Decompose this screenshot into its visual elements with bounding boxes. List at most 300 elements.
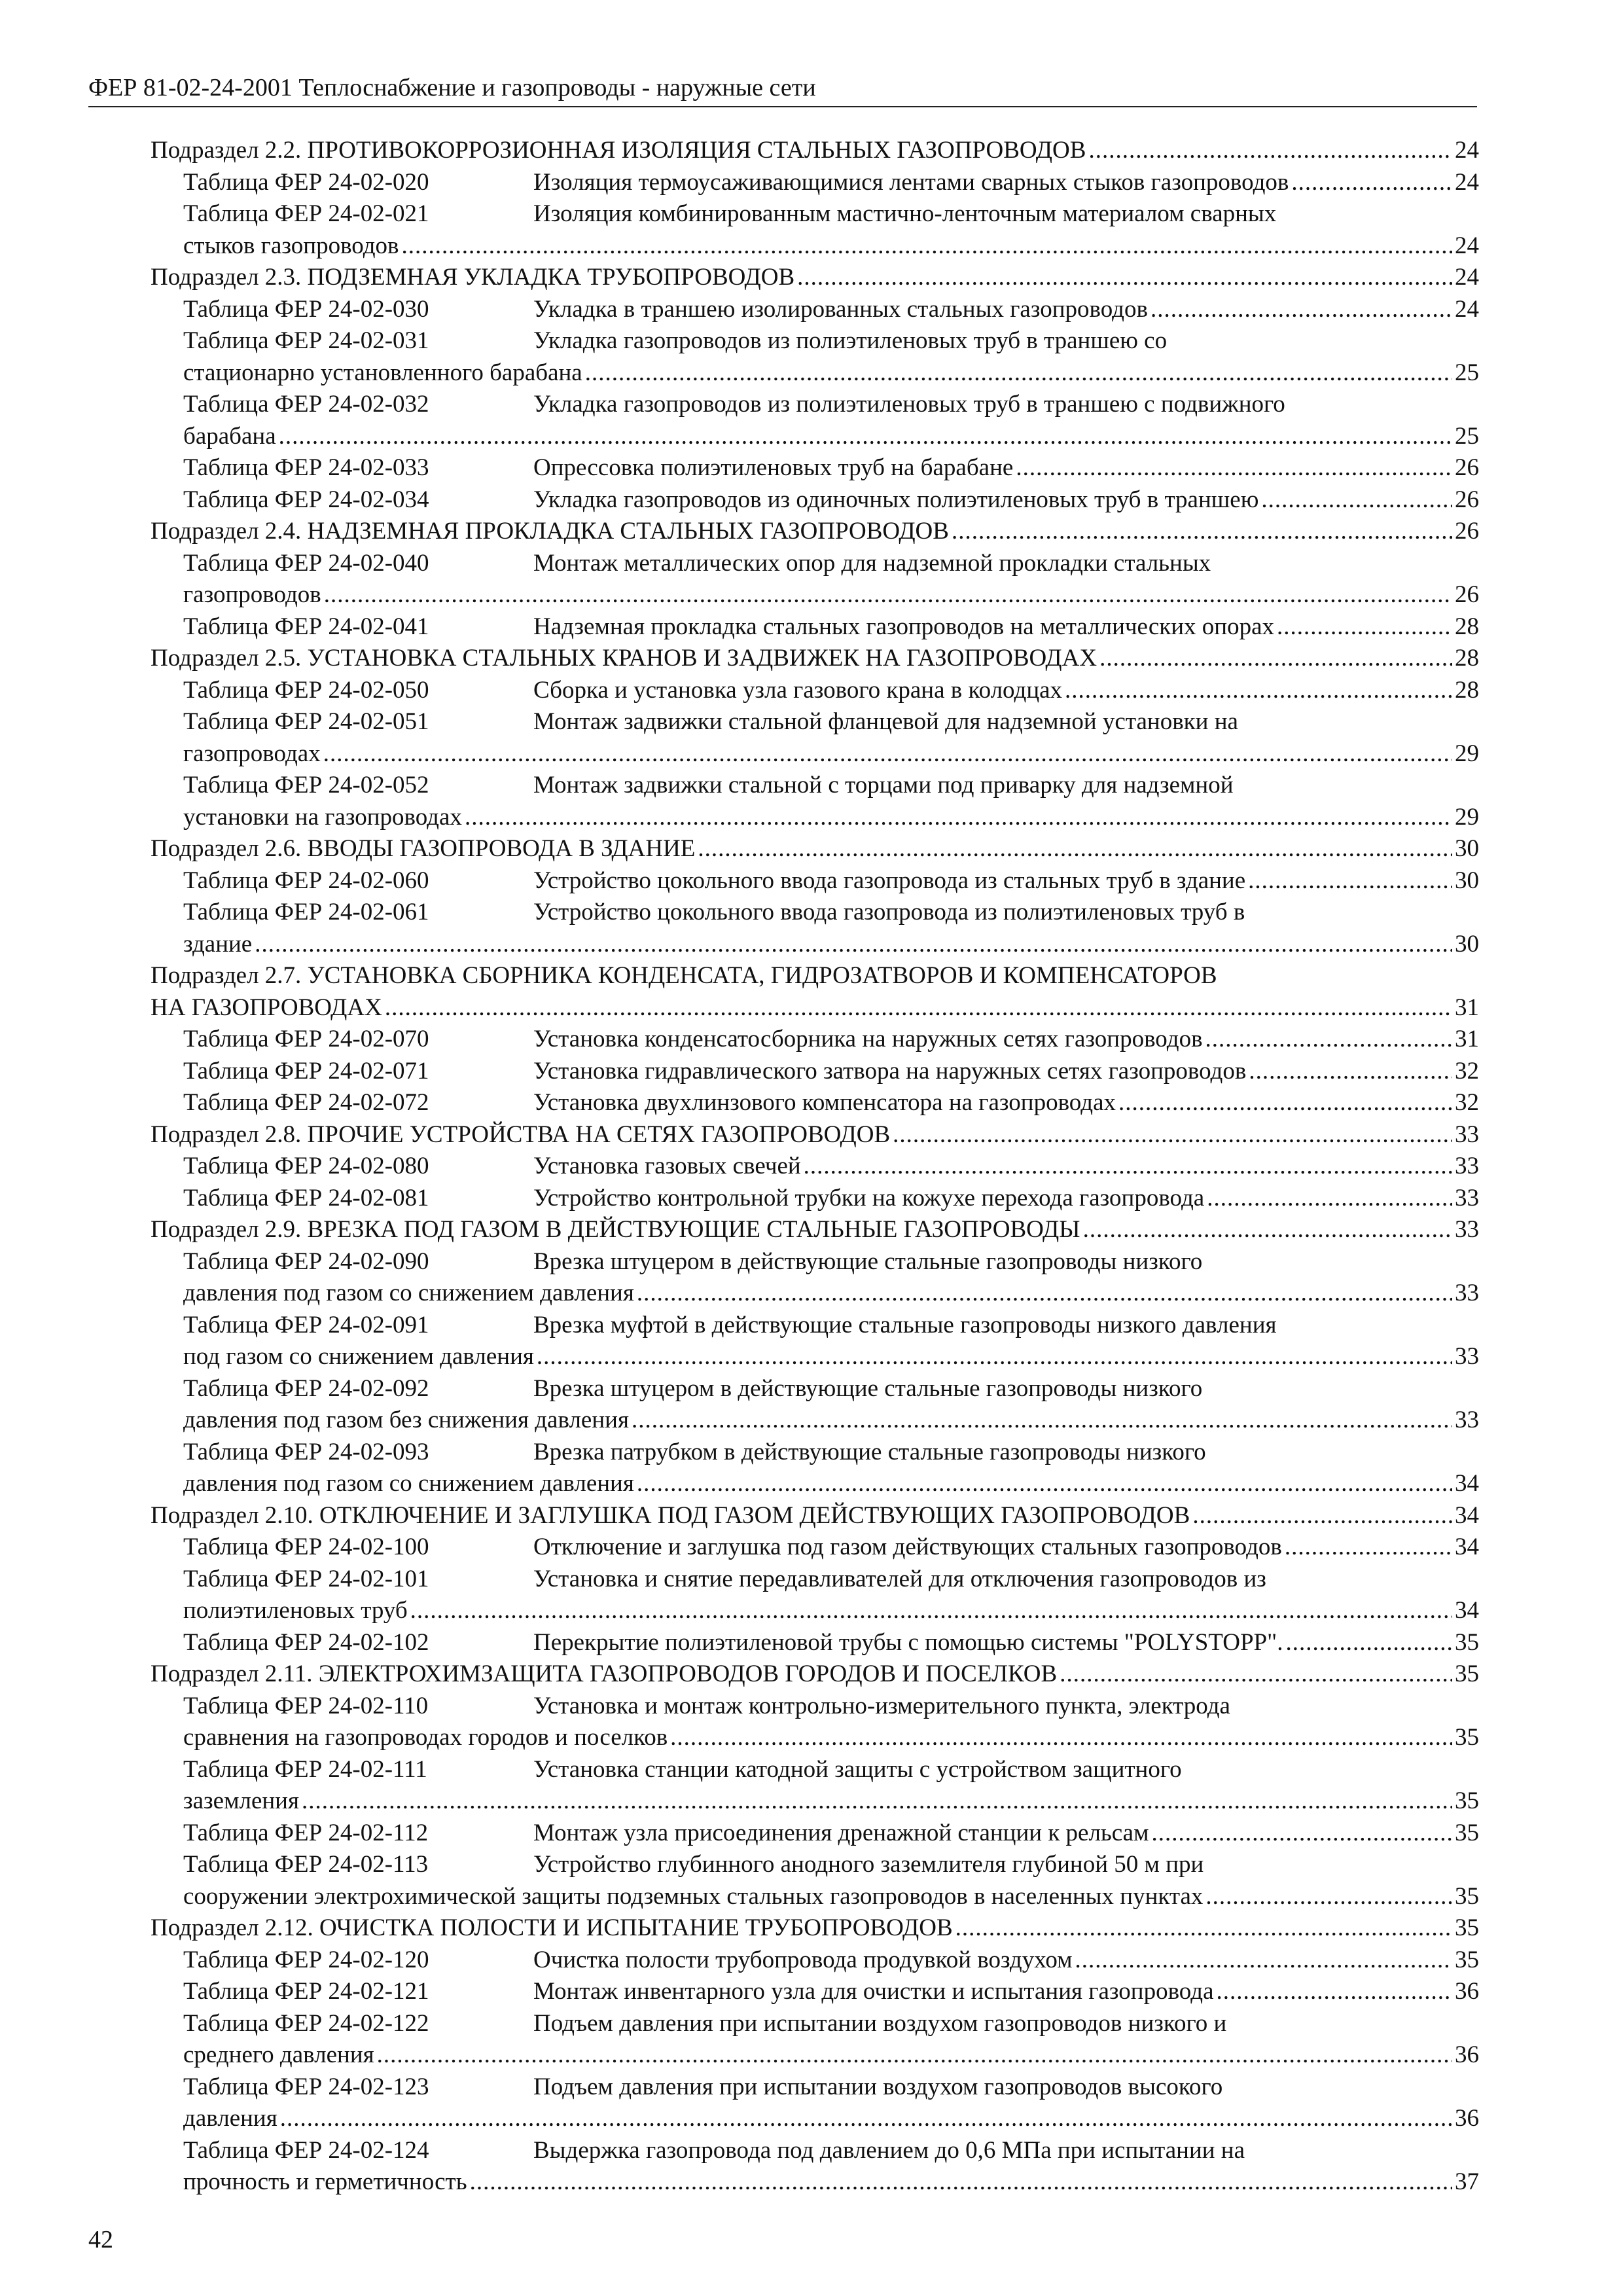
entry-title: Врезка муфтой в действующие стальные газопроводы низкого давления [533, 1311, 1277, 1338]
entry-title: Сборка и установка узла газового крана в колодцах [533, 676, 1063, 704]
toc-entry-text [183, 391, 1285, 418]
toc-entry-text [183, 421, 276, 453]
toc-entry-text [183, 1183, 1204, 1215]
toc-table-entry [151, 1945, 1479, 1977]
page-ref: 32 [1455, 1057, 1479, 1085]
table-code: Таблица ФЕР 24-02-101 [183, 1565, 429, 1592]
page-ref: 37 [1455, 2168, 1479, 2195]
page-ref: 24 [1455, 295, 1479, 323]
dot-leader [302, 1785, 1452, 1818]
toc-table-entry [151, 389, 1479, 421]
toc-table-entry [151, 1246, 1479, 1278]
entry-title: Укладка в траншею изолированных стальных газопроводов [533, 295, 1148, 323]
page-ref: 35 [1455, 1882, 1479, 1910]
toc-entry-text [183, 1818, 1149, 1850]
toc-entry-text [183, 327, 1167, 354]
page-ref: 33 [1455, 1216, 1479, 1243]
page-ref: 34 [1455, 1534, 1479, 1560]
toc-entry-text [183, 1375, 1202, 1402]
toc-table-entry [151, 1532, 1479, 1564]
dot-leader [1099, 643, 1452, 675]
dot-leader [377, 2039, 1452, 2072]
entry-title: Врезка патрубком в действующие стальные газопроводы низкого [533, 1438, 1206, 1465]
toc-entry-text [151, 516, 949, 548]
toc-entry-text [183, 167, 1289, 199]
running-header [88, 72, 1477, 107]
table-code: Таблица ФЕР 24-02-120 [183, 1946, 429, 1973]
dot-leader [410, 1595, 1452, 1627]
table-of-contents [151, 135, 1479, 2198]
entry-title: Подраздел 2.9. ВРЕЗКА ПОД ГАЗОМ В ДЕЙСТВУЮЩИЕ СТАЛЬНЫЕ ГАЗОПРОВОДЫ [151, 1216, 1080, 1243]
toc-entry-text [151, 1214, 1080, 1246]
page-ref: 35 [1455, 1628, 1479, 1656]
page-ref: 35 [1455, 1787, 1479, 1814]
dot-leader [637, 1278, 1452, 1310]
toc-entry-continuation [151, 738, 1479, 770]
entry-title: Монтаж металлических опор для надземной прокладки стальных [533, 549, 1211, 577]
toc-entry-text [183, 738, 321, 770]
toc-table-entry [151, 1024, 1479, 1056]
entry-title: Подраздел 2.11. ЭЛЕКТРОХИМЗАЩИТА ГАЗОПРОВОДОВ ГОРОДОВ И ПОСЕЛКОВ [151, 1660, 1058, 1687]
toc-entry-text [151, 643, 1097, 675]
entry-title: стыков газопроводов [183, 232, 399, 259]
table-code: Таблица ФЕР 24-02-031 [183, 327, 429, 354]
entry-title: Подъем давления при испытании воздухом газопроводов высокого [533, 2073, 1223, 2100]
toc-entry-text [183, 1566, 1266, 1592]
page-ref: 24 [1455, 232, 1479, 259]
toc-table-entry [151, 1310, 1479, 1342]
page-ref: 28 [1455, 613, 1479, 640]
toc-entry-text [183, 1722, 668, 1754]
table-code: Таблица ФЕР 24-02-113 [183, 1851, 429, 1878]
entry-title: Отключение и заглушка под газом действующих стальных газопроводов [533, 1534, 1282, 1560]
entry-title: Установка газовых свечей [533, 1153, 801, 1179]
toc-table-entry [151, 1627, 1479, 1659]
toc-entry-continuation [151, 2039, 1479, 2072]
table-code: Таблица ФЕР 24-02-020 [183, 168, 429, 196]
entry-title: Изоляция комбинированным мастично-ленточным материалом сварных [533, 200, 1277, 227]
toc-entry-text [151, 833, 695, 865]
entry-title: Надземная прокладка стальных газопроводов на металлических опорах [533, 613, 1275, 640]
dot-leader [1192, 1500, 1452, 1532]
dot-leader [1285, 1532, 1452, 1564]
toc-entry-text [183, 1756, 1182, 1783]
table-code: Таблица ФЕР 24-02-122 [183, 2009, 429, 2037]
entry-title: Подраздел 2.4. НАДЗЕМНАЯ ПРОКЛАДКА СТАЛЬНЫХ ГАЗОПРОВОДОВ [151, 518, 949, 545]
table-code: Таблица ФЕР 24-02-110 [183, 1692, 429, 1719]
toc-section-entry [151, 1119, 1479, 1151]
dot-leader [1118, 1087, 1452, 1119]
toc-entry-text [151, 262, 794, 294]
page-ref: 26 [1455, 486, 1479, 513]
toc-table-entry [151, 452, 1479, 484]
toc-table-entry [151, 484, 1479, 516]
page-ref: 29 [1455, 803, 1479, 831]
page-ref: 33 [1455, 1280, 1479, 1306]
dot-leader [585, 357, 1452, 389]
entry-title: полиэтиленовых труб [183, 1597, 408, 1624]
table-code: Таблица ФЕР 24-02-032 [183, 391, 429, 418]
dot-leader [537, 1341, 1452, 1373]
document-title: ФЕР 81-02-24-2001 Теплоснабжение и газопроводы - наружные сети [88, 74, 816, 101]
dot-leader [1065, 675, 1452, 707]
entry-title: сравнения на газопроводах городов и поселков [183, 1724, 668, 1751]
toc-entry-text [183, 484, 1258, 516]
page-ref: 31 [1455, 1026, 1479, 1052]
toc-entry-continuation [151, 357, 1479, 389]
page-ref: 34 [1455, 1470, 1479, 1497]
toc-entry-continuation [151, 929, 1479, 961]
dot-leader [255, 929, 1452, 961]
table-code: Таблица ФЕР 24-02-124 [183, 2136, 429, 2164]
toc-table-entry [151, 1818, 1479, 1850]
dot-leader [1285, 1627, 1452, 1659]
toc-table-entry [151, 1754, 1479, 1786]
toc-section-entry [151, 1912, 1479, 1945]
toc-entry-text [183, 611, 1274, 643]
dot-leader [1248, 865, 1452, 897]
dot-leader [1249, 1056, 1452, 1088]
toc-entry-text [151, 962, 1217, 989]
toc-entry-text [183, 1056, 1246, 1088]
page-ref: 35 [1455, 1819, 1479, 1846]
table-code: Таблица ФЕР 24-02-061 [183, 899, 429, 925]
toc-entry-text [151, 992, 382, 1024]
toc-entry-text [183, 1945, 1073, 1977]
toc-entry-text [183, 550, 1211, 577]
toc-section-entry [151, 992, 1479, 1024]
dot-leader [670, 1722, 1452, 1754]
table-code: Таблица ФЕР 24-02-091 [183, 1311, 429, 1338]
page-ref: 35 [1455, 1724, 1479, 1751]
toc-entry-text [183, 1087, 1116, 1119]
toc-table-entry [151, 167, 1479, 199]
toc-entry-text [183, 230, 399, 262]
toc-table-entry [151, 1691, 1479, 1723]
entry-title: Установка конденсатосборника на наружных сетях газопроводов [533, 1026, 1203, 1052]
toc-table-entry [151, 1087, 1479, 1119]
page-ref: 25 [1455, 359, 1479, 386]
entry-title: Установка двухлинзового компенсатора на газопроводах [533, 1089, 1116, 1116]
page-ref: 28 [1455, 645, 1479, 672]
dot-leader [470, 2166, 1452, 2198]
toc-entry-text [183, 929, 252, 961]
page-ref: 26 [1455, 518, 1479, 545]
table-code: Таблица ФЕР 24-02-070 [183, 1026, 429, 1052]
entry-title: Укладка газопроводов из одиночных полиэтиленовых труб в траншею [533, 486, 1259, 513]
toc-entry-text [183, 1627, 1283, 1659]
dot-leader [279, 421, 1452, 453]
toc-entry-text [183, 2039, 374, 2072]
toc-section-entry [151, 643, 1479, 675]
page-ref: 24 [1455, 168, 1479, 196]
page-number: 42 [88, 2226, 113, 2253]
page-ref: 31 [1455, 994, 1479, 1021]
toc-section-entry [151, 135, 1479, 167]
entry-title: Подраздел 2.8. ПРОЧИЕ УСТРОЙСТВА НА СЕТЯХ ГАЗОПРОВОДОВ [151, 1121, 891, 1148]
entry-title: Подраздел 2.6. ВВОДЫ ГАЗОПРОВОДА В ЗДАНИЕ [151, 835, 696, 862]
toc-entry-text [151, 135, 1086, 167]
page-ref: 35 [1455, 1660, 1479, 1687]
entry-title: газопроводов [183, 581, 321, 608]
table-code: Таблица ФЕР 24-02-033 [183, 454, 429, 481]
dot-leader [893, 1119, 1452, 1151]
table-code: Таблица ФЕР 24-02-123 [183, 2073, 429, 2100]
entry-title: Перекрытие полиэтиленовой трубы с помощью системы "POLYSTOPP". [533, 1628, 1283, 1656]
page-ref: 30 [1455, 835, 1479, 862]
toc-table-entry [151, 2135, 1479, 2167]
toc-entry-text [183, 1439, 1206, 1465]
entry-title: НА ГАЗОПРОВОДАХ [151, 994, 382, 1021]
toc-entry-text [183, 1785, 299, 1818]
page-ref: 28 [1455, 676, 1479, 704]
entry-title: под газом со снижением давления [183, 1343, 534, 1370]
toc-entry-continuation [151, 1468, 1479, 1500]
toc-entry-text [183, 1468, 634, 1500]
toc-table-entry [151, 1183, 1479, 1215]
dot-leader [1150, 294, 1452, 326]
entry-title: Очистка полости трубопровода продувкой воздухом [533, 1946, 1073, 1973]
entry-title: Устройство глубинного анодного заземлителя глубиной 50 м при [533, 1851, 1204, 1878]
page-ref: 26 [1455, 581, 1479, 608]
table-code: Таблица ФЕР 24-02-080 [183, 1153, 429, 1179]
page-ref: 34 [1455, 1501, 1479, 1529]
toc-section-entry [151, 262, 1479, 294]
dot-leader [1088, 135, 1452, 167]
toc-entry-text [183, 1024, 1203, 1056]
toc-table-entry [151, 198, 1479, 230]
toc-table-entry [151, 770, 1479, 802]
toc-entry-text [183, 1278, 634, 1310]
toc-entry-text [183, 579, 321, 611]
toc-entry-continuation [151, 1785, 1479, 1818]
toc-table-entry [151, 1151, 1479, 1183]
dot-leader [465, 802, 1452, 834]
dot-leader [1060, 1659, 1452, 1691]
page-ref: 26 [1455, 454, 1479, 481]
entry-title: Врезка штуцером в действующие стальные газопроводы низкого [533, 1247, 1203, 1275]
toc-entry-text [183, 1248, 1202, 1275]
toc-section-entry [151, 1214, 1479, 1246]
toc-entry-text [183, 357, 582, 389]
page-ref: 35 [1455, 1946, 1479, 1973]
entry-title: Установка и монтаж контрольно-измерительного пункта, электрода [533, 1692, 1230, 1719]
entry-title: Монтаж задвижки стальной с торцами под приварку для надземной [533, 772, 1234, 798]
toc-entry-text [183, 200, 1276, 227]
toc-entry-text [183, 2010, 1226, 2037]
entry-title: Опрессовка полиэтиленовых труб на барабане [533, 454, 1014, 481]
table-code: Таблица ФЕР 24-02-050 [183, 676, 429, 704]
toc-entry-text [183, 675, 1062, 707]
toc-entry-continuation [151, 1595, 1479, 1627]
toc-entry-continuation [151, 2103, 1479, 2135]
toc-entry-continuation [151, 1405, 1479, 1437]
page-ref: 29 [1455, 740, 1479, 767]
table-code: Таблица ФЕР 24-02-111 [183, 1755, 427, 1783]
entry-title: Подраздел 2.12. ОЧИСТКА ПОЛОСТИ И ИСПЫТАНИЕ ТРУБОПРОВОДОВ [151, 1914, 953, 1941]
toc-entry-text [183, 1405, 629, 1437]
table-code: Таблица ФЕР 24-02-051 [183, 708, 429, 735]
toc-entry-continuation [151, 2166, 1479, 2198]
entry-title: Подраздел 2.5. УСТАНОВКА СТАЛЬНЫХ КРАНОВ И ЗАДВИЖЕК НА ГАЗОПРОВОДАХ [151, 645, 1097, 672]
toc-table-entry [151, 675, 1479, 707]
table-code: Таблица ФЕР 24-02-112 [183, 1819, 429, 1846]
dot-leader [797, 262, 1452, 294]
toc-section-entry [151, 516, 1479, 548]
toc-entry-text [183, 1595, 408, 1627]
toc-entry-text [183, 1312, 1277, 1338]
toc-table-entry [151, 325, 1479, 357]
page-ref: 30 [1455, 867, 1479, 894]
toc-entry-text [183, 865, 1245, 897]
toc-entry-continuation [151, 1278, 1479, 1310]
toc-entry-continuation [151, 802, 1479, 834]
page-ref: 25 [1455, 422, 1479, 450]
toc-section-entry [151, 960, 1479, 992]
entry-title: Подраздел 2.7. УСТАНОВКА СБОРНИКА КОНДЕНСАТА, ГИДРОЗАТВОРОВ И КОМПЕНСАТОРОВ [151, 962, 1217, 989]
entry-title: давления под газом со снижением давления [183, 1470, 634, 1497]
page-ref: 34 [1455, 1597, 1479, 1624]
dot-leader [1207, 1183, 1452, 1215]
page-ref: 36 [1455, 2041, 1479, 2068]
table-code: Таблица ФЕР 24-02-092 [183, 1374, 429, 1402]
table-code: Таблица ФЕР 24-02-052 [183, 772, 429, 798]
entry-title: стационарно установленного барабана [183, 359, 582, 386]
dot-leader [402, 230, 1452, 262]
toc-table-entry [151, 548, 1479, 580]
entry-title: Врезка штуцером в действующие стальные газопроводы низкого [533, 1374, 1203, 1402]
entry-title: сооружении электрохимической защиты подземных стальных газопроводов в населенных пунктах [183, 1882, 1204, 1910]
toc-entry-text [183, 1851, 1204, 1878]
toc-entry-continuation [151, 1722, 1479, 1754]
page-ref: 24 [1455, 137, 1479, 164]
dot-leader [952, 516, 1452, 548]
toc-table-entry [151, 1437, 1479, 1469]
entry-title: прочность и герметичность [183, 2168, 467, 2195]
entry-title: среднего давления [183, 2041, 374, 2068]
entry-title: Устройство контрольной трубки на кожухе перехода газопровода [533, 1184, 1205, 1211]
dot-leader [1205, 1024, 1452, 1056]
toc-section-entry [151, 833, 1479, 865]
table-code: Таблица ФЕР 24-02-090 [183, 1247, 429, 1275]
toc-entry-continuation [151, 1341, 1479, 1373]
page-ref: 33 [1455, 1153, 1479, 1179]
entry-title: Монтаж инвентарного узла для очистки и испытания газопровода [533, 1978, 1214, 2005]
entry-title: Монтаж задвижки стальной фланцевой для надземной установки на [533, 708, 1238, 735]
entry-title: Установка гидравлического затвора на наружных сетях газопроводов [533, 1057, 1247, 1085]
table-code: Таблица ФЕР 24-02-093 [183, 1438, 429, 1465]
table-code: Таблица ФЕР 24-02-021 [183, 200, 429, 227]
dot-leader [385, 992, 1452, 1024]
entry-title: давления под газом без снижения давления [183, 1407, 629, 1433]
toc-entry-text [183, 1151, 801, 1183]
page-ref: 36 [1455, 1978, 1479, 2005]
table-code: Таблица ФЕР 24-02-081 [183, 1184, 429, 1211]
dot-leader [804, 1151, 1452, 1183]
toc-entry-text [183, 2137, 1245, 2164]
toc-entry-text [183, 802, 462, 834]
entry-title: газопроводах [183, 740, 321, 767]
entry-title: Устройство цокольного ввода газопровода из стальных труб в здание [533, 867, 1246, 894]
entry-title: Устройство цокольного ввода газопровода из полиэтиленовых труб в [533, 899, 1245, 925]
table-code: Таблица ФЕР 24-02-100 [183, 1534, 429, 1560]
toc-entry-text [183, 1881, 1203, 1913]
toc-entry-text [183, 2103, 277, 2135]
toc-table-entry [151, 611, 1479, 643]
toc-entry-continuation [151, 1881, 1479, 1913]
table-code: Таблица ФЕР 24-02-071 [183, 1057, 429, 1085]
toc-table-entry [151, 1564, 1479, 1596]
entry-title: здание [183, 930, 253, 958]
toc-entry-continuation [151, 579, 1479, 611]
toc-table-entry [151, 2008, 1479, 2040]
entry-title: заземления [183, 1787, 299, 1814]
toc-table-entry [151, 706, 1479, 738]
toc-entry-text [183, 2166, 467, 2198]
entry-title: Подраздел 2.3. ПОДЗЕМНАЯ УКЛАДКА ТРУБОПРОВОДОВ [151, 264, 795, 291]
toc-entry-text [183, 294, 1148, 326]
toc-entry-text [151, 1659, 1057, 1691]
dot-leader [324, 579, 1452, 611]
entry-title: давления под газом со снижением давления [183, 1280, 634, 1306]
toc-entry-text [183, 1532, 1282, 1564]
toc-entry-text [183, 452, 1013, 484]
entry-title: Монтаж узла присоединения дренажной станции к рельсам [533, 1819, 1149, 1846]
toc-table-entry [151, 294, 1479, 326]
table-code: Таблица ФЕР 24-02-041 [183, 613, 429, 640]
page-ref: 24 [1455, 264, 1479, 291]
toc-entry-text [183, 1976, 1214, 2008]
dot-leader [1152, 1818, 1452, 1850]
toc-entry-text [183, 772, 1234, 798]
dot-leader [1291, 167, 1452, 199]
entry-title: установки на газопроводах [183, 803, 462, 831]
toc-table-entry [151, 897, 1479, 929]
dot-leader [955, 1912, 1452, 1945]
toc-table-entry [151, 1373, 1479, 1405]
toc-entry-text [151, 1912, 953, 1945]
toc-section-entry [151, 1659, 1479, 1691]
entry-title: барабана [183, 422, 276, 450]
toc-table-entry [151, 865, 1479, 897]
toc-table-entry [151, 1976, 1479, 2008]
entry-title: Укладка газопроводов из полиэтиленовых труб в траншею со [533, 327, 1168, 354]
table-code: Таблица ФЕР 24-02-030 [183, 295, 429, 323]
toc-table-entry [151, 1849, 1479, 1881]
dot-leader [1016, 452, 1452, 484]
dot-leader [1205, 1881, 1452, 1913]
dot-leader [1083, 1214, 1452, 1246]
dot-leader [1217, 1976, 1453, 2008]
toc-table-entry [151, 2072, 1479, 2104]
entry-title: давления [183, 2105, 277, 2132]
entry-title: Подраздел 2.10. ОТКЛЮЧЕНИЕ И ЗАГЛУШКА ПОД ГАЗОМ ДЕЙСТВУЮЩИХ ГАЗОПРОВОДОВ [151, 1501, 1190, 1529]
toc-entry-text [151, 1119, 890, 1151]
entry-title: Изоляция термоусаживающимися лентами сварных стыков газопроводов [533, 168, 1289, 196]
page-ref: 33 [1455, 1184, 1479, 1211]
dot-leader [698, 833, 1452, 865]
toc-entry-text [183, 2073, 1222, 2100]
entry-title: Установка станции катодной защиты с устройством защитного [533, 1755, 1182, 1783]
page-ref: 35 [1455, 1914, 1479, 1941]
entry-title: Выдержка газопровода под давлением до 0,6 МПа при испытании на [533, 2136, 1245, 2164]
page-ref: 33 [1455, 1121, 1479, 1148]
toc-section-entry [151, 1500, 1479, 1532]
dot-leader [1075, 1945, 1452, 1977]
entry-title: Установка и снятие передавливателей для отключения газопроводов из [533, 1565, 1266, 1592]
dot-leader [280, 2103, 1452, 2135]
page-ref: 33 [1455, 1407, 1479, 1433]
